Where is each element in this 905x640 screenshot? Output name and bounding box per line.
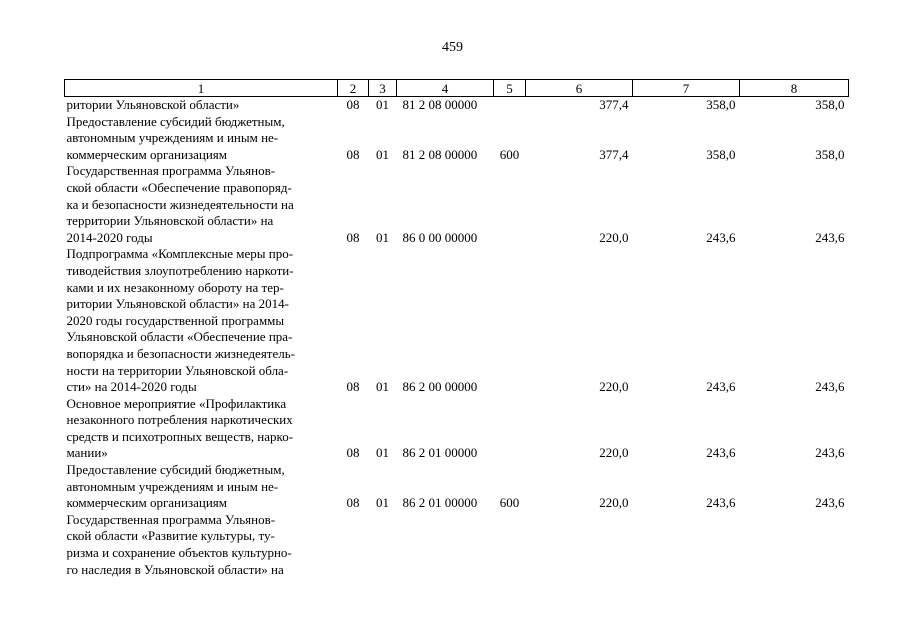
description-line: ка и безопасности жизнедеятельности на — [66, 196, 294, 212]
expense-type-code — [494, 396, 526, 462]
description-line: автономным учреждениям и иным не- — [66, 130, 279, 146]
expense-type-code: 600 — [499, 495, 520, 511]
description-line: средств и психотропных веществ, нарко- — [66, 428, 294, 444]
amount-col-7: 243,6 — [706, 379, 736, 395]
expense-type-code — [494, 97, 526, 114]
target-article-code: 86 2 01 00000 — [402, 445, 478, 461]
column-header: 3 — [369, 80, 397, 97]
subsection-code — [369, 512, 397, 578]
description-line: мании» — [66, 445, 108, 461]
target-article-code — [397, 512, 494, 578]
amount-col-8: 243,6 — [815, 445, 845, 461]
section-code: 08 — [346, 97, 360, 112]
expense-type-code — [494, 246, 526, 395]
subsection-code: 01 — [376, 146, 389, 162]
target-article-code: 81 2 08 00000 — [402, 97, 478, 112]
amount-col-7: 243,6 — [706, 229, 736, 245]
amount-col-8 — [740, 512, 849, 578]
column-header: 1 — [65, 80, 338, 97]
description-line: коммерческим организациям — [66, 495, 228, 511]
description-line: Предоставление субсидий бюджетным, — [66, 113, 285, 129]
row-description — [65, 97, 338, 114]
amount-col-7: 243,6 — [706, 445, 736, 461]
table-body — [65, 97, 849, 579]
table-header — [65, 80, 849, 97]
expense-type-code — [494, 163, 526, 246]
header-row — [65, 80, 849, 97]
column-header: 2 — [338, 80, 369, 97]
amount-col-7: 358,0 — [706, 97, 736, 112]
column-header: 8 — [740, 80, 849, 97]
section-code: 08 — [346, 379, 360, 395]
description-line: Государственная программа Ульянов- — [66, 511, 276, 527]
amount-col-7: 243,6 — [706, 495, 736, 511]
description-line: ской области «Развитие культуры, ту- — [66, 528, 275, 544]
amount-col-6: 220,0 — [599, 495, 629, 511]
row-description — [65, 246, 338, 395]
amount-col-8: 243,6 — [815, 229, 845, 245]
subsection-code: 01 — [376, 229, 389, 245]
table-row — [65, 246, 849, 395]
table-row — [65, 512, 849, 578]
description-line: Подпрограмма «Комплексные меры про- — [66, 246, 294, 262]
amount-col-7: 358,0 — [706, 146, 736, 162]
section-code: 08 — [346, 146, 360, 162]
description-line: ками и их незаконному обороту на тер- — [66, 279, 284, 295]
table-row — [65, 97, 849, 114]
description-line: 2020 годы государственной программы — [66, 312, 285, 328]
table-row — [65, 114, 849, 164]
target-article-code: 86 2 01 00000 — [402, 495, 478, 511]
description-line: ритории Ульяновской области» на 2014- — [66, 296, 289, 312]
description-line: автономным учреждениям и иным не- — [66, 478, 279, 494]
subsection-code: 01 — [376, 97, 389, 112]
row-description — [65, 163, 338, 246]
row-description — [65, 114, 338, 164]
description-line: Ульяновской области «Обеспечение пра- — [66, 329, 293, 345]
description-line: тиводействия злоупотреблению наркоти- — [66, 262, 294, 278]
description-line: ности на территории Ульяновской обла- — [66, 362, 289, 378]
description-line: го наследия в Ульяновской области» на — [66, 561, 284, 577]
row-description — [65, 512, 338, 578]
description-line: Государственная программа Ульянов- — [66, 163, 276, 179]
row-description — [65, 462, 338, 512]
amount-col-6: 377,4 — [599, 97, 629, 112]
row-description — [65, 396, 338, 462]
amount-col-8: 358,0 — [815, 146, 845, 162]
amount-col-8: 243,6 — [815, 379, 845, 395]
target-article-code: 86 0 00 00000 — [402, 229, 478, 245]
section-code — [338, 512, 369, 578]
description-line: Предоставление субсидий бюджетным, — [66, 462, 285, 478]
description-line: коммерческим организациям — [66, 146, 228, 162]
table-row — [65, 396, 849, 462]
column-header: 7 — [633, 80, 740, 97]
description-line: ской области «Обеспечение правопоряд- — [66, 179, 292, 195]
amount-col-8: 243,6 — [815, 495, 845, 511]
section-code: 08 — [346, 495, 360, 511]
expense-type-code — [494, 512, 526, 578]
page-number: 459 — [442, 40, 463, 55]
target-article-code: 86 2 00 00000 — [402, 379, 478, 395]
table-row — [65, 163, 849, 246]
amount-col-6 — [526, 512, 633, 578]
table-row — [65, 462, 849, 512]
column-header: 4 — [397, 80, 494, 97]
subsection-code: 01 — [376, 445, 389, 461]
amount-col-7 — [633, 512, 740, 578]
column-header: 6 — [526, 80, 633, 97]
description-line: сти» на 2014-2020 годы — [66, 379, 197, 395]
target-article-code: 81 2 08 00000 — [402, 146, 478, 162]
amount-col-6: 377,4 — [599, 146, 629, 162]
subsection-code: 01 — [376, 495, 389, 511]
section-code: 08 — [346, 445, 360, 461]
column-header: 5 — [494, 80, 526, 97]
budget-table — [64, 79, 849, 578]
description-line: незаконного потребления наркотических — [66, 412, 293, 428]
amount-col-6: 220,0 — [599, 445, 629, 461]
description-line: территории Ульяновской области» на — [66, 213, 274, 229]
expense-type-code: 600 — [499, 146, 520, 162]
description-line: ризма и сохранение объектов культурно- — [66, 545, 292, 561]
amount-col-8: 358,0 — [815, 97, 845, 112]
amount-col-6: 220,0 — [599, 379, 629, 395]
section-code: 08 — [346, 229, 360, 245]
description-line: 2014-2020 годы — [66, 229, 153, 245]
description-line: вопорядка и безопасности жизнедеятель- — [66, 345, 296, 361]
amount-col-6: 220,0 — [599, 229, 629, 245]
description-line: Основное мероприятие «Профилактика — [66, 395, 287, 411]
subsection-code: 01 — [376, 379, 389, 395]
description-line: ритории Ульяновской области» — [66, 97, 240, 112]
